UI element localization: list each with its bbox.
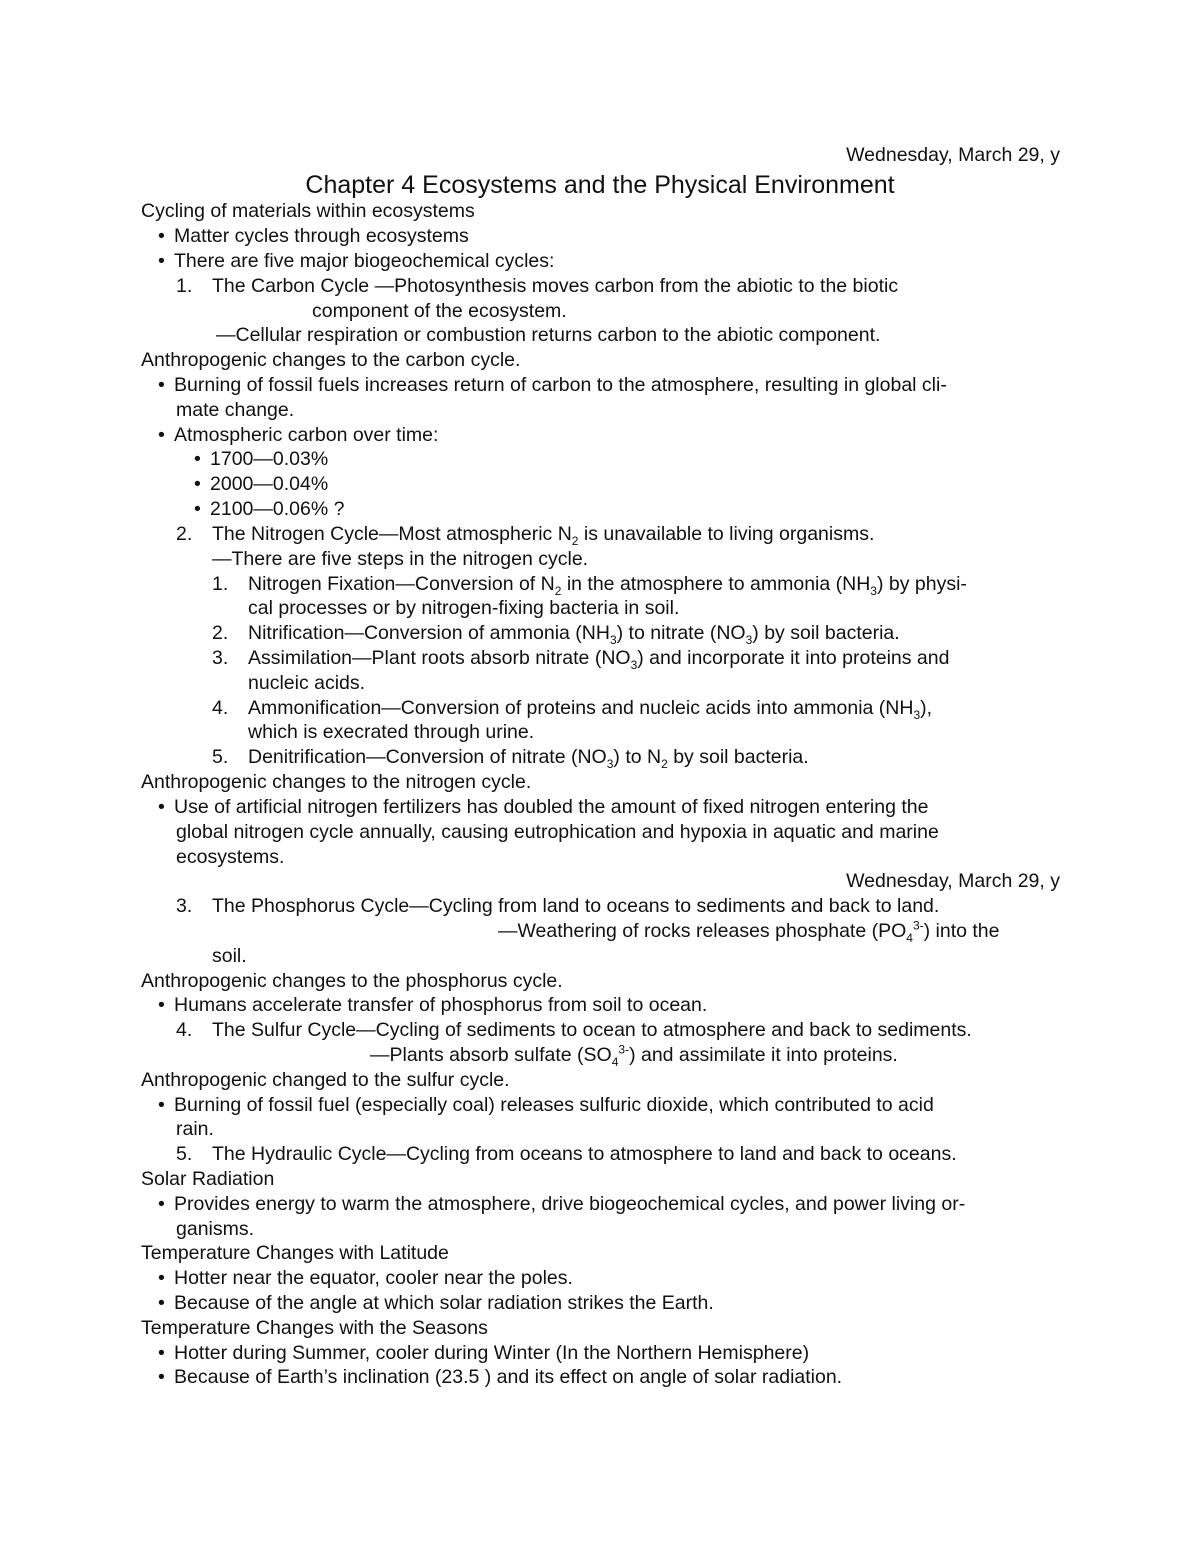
list-item: • Use of artificial nitrogen fertilizers has doubled the amount of fixed nitrogen entering the [158,796,929,818]
section-heading-solar-radiation: Solar Radiation [141,1168,275,1190]
section-heading-nitrogen-changes: Anthropogenic changes to the nitrogen cycle. [141,771,532,793]
text-line: mate change. [176,399,295,421]
list-item: • Because of Earth’s inclination (23.5 ) and its effect on angle of solar radiation. [158,1366,843,1388]
list-item: • Humans accelerate transfer of phosphorus from soil to ocean. [158,994,708,1016]
numbered-item: 5. Denitrification—Conversion of nitrate $(NO_3)$ to $N_2$ by soil bacteria. [212,746,809,771]
list-item: • Atmospheric carbon over time: [158,424,439,446]
section-heading-carbon-changes: Anthropogenic changes to the carbon cycle. [141,349,521,371]
text-line: global nitrogen cycle annually, causing eutrophication and hypoxia in aquatic and marine [176,821,939,843]
numbered-item: 1. The Carbon Cycle —Photosynthesis moves carbon from the abiotic to the biotic [176,275,899,297]
section-heading-latitude: Temperature Changes with Latitude [141,1242,449,1264]
section-heading-cycling: Cycling of materials within ecosystems [141,200,475,222]
list-item: • 2000—0.04% [194,473,329,495]
numbered-item: 2. The Nitrogen Cycle—Most atmospheric $N_2$ is unavailable to living organisms. [176,523,875,548]
numbered-item: 4. Ammonification—Conversion of proteins and nucleic acids into ammonia $(NH_3)$, [212,697,933,722]
text-line: —Weathering of rocks releases phosphate $(PO_4^{3-})$ into the [498,918,1000,945]
list-item: • There are five major biogeochemical cycles: [158,250,555,272]
text-line: ganisms. [176,1218,255,1240]
list-item: • 2100—0.06% ? [194,498,345,520]
text-line: soil. [212,945,247,967]
section-heading-seasons: Temperature Changes with the Seasons [141,1317,488,1339]
text-line: ecosystems. [176,846,285,868]
list-item: • Matter cycles through ecosystems [158,225,469,247]
text-line: cal processes or by nitrogen-fixing bacteria in soil. [248,597,680,619]
text-line: component of the ecosystem. [312,300,567,322]
text-line: rain. [176,1118,214,1140]
text-line: —Plants absorb sulfate $(SO_4^{3-})$ and assimilate it into proteins. [370,1042,898,1069]
text-line: —Cellular respiration or combustion returns carbon to the abiotic component. [216,324,881,346]
numbered-item: 3. The Phosphorus Cycle—Cycling from land to oceans to sediments and back to land. [176,895,940,917]
section-heading-sulfur-changes: Anthropogenic changed to the sulfur cycle. [141,1069,510,1091]
list-item: • 1700—0.03% [194,448,329,470]
list-item: • Provides energy to warm the atmosphere, drive biogeochemical cycles, and power living or- [158,1193,966,1215]
numbered-item: 3. Assimilation—Plant roots absorb nitrate $(NO_3)$ and incorporate it into proteins and [212,647,950,672]
page-date: Wednesday, March 29, y [846,144,1060,166]
list-item: • Because of the angle at which solar radiation strikes the Earth. [158,1292,714,1314]
numbered-item: 1. Nitrogen Fixation—Conversion of $N_2$ in the atmosphere to ammonia $(NH_3)$ by physi- [212,573,967,598]
list-item: • Burning of fossil fuel (especially coal) releases sulfuric dioxide, which contributed to acid [158,1094,934,1116]
list-item: • Hotter near the equator, cooler near the poles. [158,1267,573,1289]
numbered-item: 2. Nitrification—Conversion of ammonia $(NH_3)$ to nitrate $(NO_3)$ by soil bacteria. [212,622,900,647]
list-item: • Burning of fossil fuels increases return of carbon to the atmosphere, resulting in global cli- [158,374,947,396]
numbered-item: 5. The Hydraulic Cycle—Cycling from oceans to atmosphere to land and back to oceans. [176,1143,957,1165]
text-line: which is execrated through urine. [248,721,535,743]
text-line: —There are five steps in the nitrogen cycle. [212,548,589,570]
page-date-repeat: Wednesday, March 29, y [846,870,1060,892]
list-item: • Hotter during Summer, cooler during Winter (In the Northern Hemisphere) [158,1342,810,1364]
numbered-item: 4. The Sulfur Cycle—Cycling of sediments to ocean to atmosphere and back to sediments. [176,1019,972,1041]
page-title: Chapter 4 Ecosystems and the Physical Environment [305,171,895,199]
section-heading-phosphorus-changes: Anthropogenic changes to the phosphorus cycle. [141,970,563,992]
text-line: nucleic acids. [248,672,366,694]
